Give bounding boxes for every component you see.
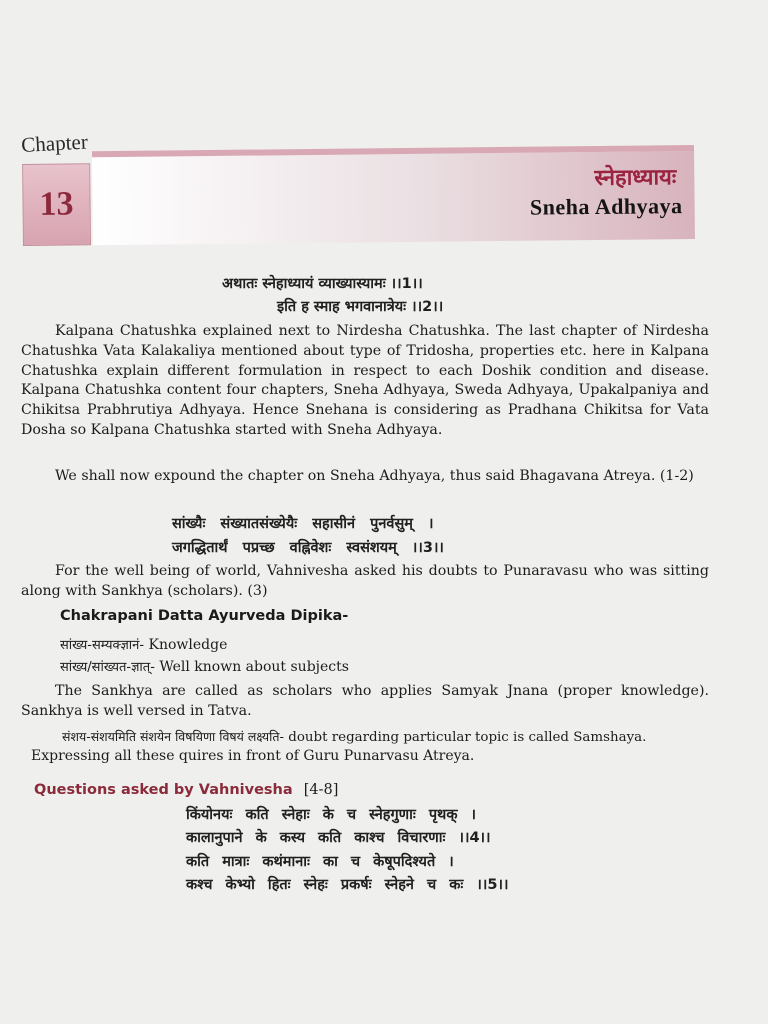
chapter-number-box [22,163,91,246]
chapter-number: 13 [39,185,74,223]
chapter-title-band [92,145,695,245]
question-line-1: किंयोनयः कति स्नेहाः के च स्नेहगुणाः पृथक् । [186,807,476,823]
samshaya-line [62,728,646,745]
gloss-2-sanskrit: सांख्य/सांख्यत-ज्ञात्- [60,660,155,675]
opening-verse-2: इति ह स्माह भगवानात्रेयः ।।2।। [277,299,444,315]
samshaya-sanskrit: संशय-संशयमिति संशयेन विषयिणा विषयं लक्ष्यति- [62,729,285,744]
intro-paragraph: Kalpana Chatushka explained next to Nirdesha Chatushka. The last chapter of Nirdesha Chatushka Vata Kalakaliya mentioned about type of Tridosha, properties etc. here in Kalpana Chatushka explain different formulation in respect to each Doshik condition and disease. Kalpana Chatushka content four chapters, Sneha Adhyaya, Sweda Adhyaya, Upakalpaniya and Chikitsa Prabhrutiya Adhyaya. Hence Snehana is considering as Pradhana Chikitsa for Vata Dosha so Kalpana Chatushka started with Sneha Adhyaya. [21,323,709,438]
opening-verse-1: अथातः स्नेहाध्यायं व्याख्यास्यामः ।।1।। [222,276,423,292]
dipika-heading: Chakrapani Datta Ayurveda Dipika- [60,608,349,624]
samshaya-end: Expressing all these quires in front of Guru Punarvasu Atreya. [31,748,475,764]
gloss-1-sanskrit: सांख्य-सम्यक्ज्ञानं- [60,638,145,653]
chapter-title-english: Sneha Adhyaya [529,193,683,220]
questions-title: Questions asked by Vahnivesha [34,782,293,798]
chapter-title-sanskrit: स्नेहाध्यायः [594,165,677,192]
wellbeing-paragraph: For the well being of world, Vahnivesha asked his doubts to Punaravasu who was sitting along with Sankhya (scholars). (3) [21,563,709,599]
question-line-3: कति मात्राः कथंमानाः का च केषूपदिश्यते । [186,854,454,870]
gloss-well-known [60,657,349,675]
question-line-4: कश्च केभ्यो हितः स्नेहः प्रकर्षः स्नेहने च कः ।।5।। [186,877,509,893]
questions-ref: [4-8] [303,782,339,798]
gloss-knowledge [60,635,227,653]
chapter-label: Chapter [20,129,89,158]
expound-paragraph: We shall now expound the chapter on Sneha Adhyaya, thus said Bhagavana Atreya. (1-2) [55,468,694,484]
questions-heading [34,782,338,798]
gloss-2-english: Well known about subjects [154,659,349,675]
question-line-2: कालानुपाने के कस्य कति काश्च विचारणाः ।।4।। [186,830,491,846]
samshaya-english: doubt regarding particular topic is called Samshaya. [284,730,647,745]
chapter-banner [22,145,695,244]
verse-3-line-2: जगद्धितार्थं पप्रच्छ वह्निवेशः स्वसंशयम् ।।3।। [172,540,444,556]
verse-3-line-1: सांख्यैः संख्यातसंख्येयैः सहासीनं पुनर्वसुम् । [172,516,434,532]
gloss-1-english: Knowledge [144,637,228,653]
sankhya-paragraph: The Sankhya are called as scholars who applies Samyak Jnana (proper knowledge). Sankhya is well versed in Tatva. [21,683,709,719]
